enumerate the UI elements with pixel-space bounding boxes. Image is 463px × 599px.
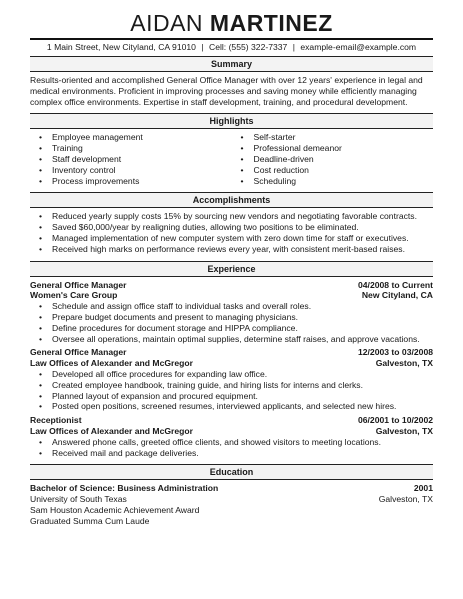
school: University of South Texas	[30, 494, 127, 505]
job-dates: 04/2008 to Current	[358, 279, 433, 290]
education-heading: Education	[30, 464, 433, 480]
job-duty: • Created employee handbook, training guide, and hiring lists for interns and clerks.	[30, 380, 433, 391]
job-company: Women's Care Group	[30, 290, 118, 301]
highlight-item: • Training	[30, 143, 232, 154]
school-location: Galveston, TX	[378, 494, 433, 505]
highlight-item: • Professional demeanor	[232, 143, 434, 154]
highlights-list	[30, 132, 433, 186]
job-duty: • Schedule and assign office staff to individual tasks and overall roles.	[30, 301, 433, 312]
phone: Cell: (555) 322-7337	[208, 42, 288, 52]
highlight-item: • Self-starter	[232, 132, 434, 143]
first-name: AIDAN	[130, 10, 204, 36]
highlights-right-column	[232, 132, 434, 186]
highlight-item: • Deadline-driven	[232, 154, 434, 165]
job-title: Receptionist	[30, 415, 82, 426]
contact-separator: |	[292, 42, 295, 52]
highlight-item: • Cost reduction	[232, 165, 434, 176]
job-location: Galveston, TX	[375, 425, 433, 436]
honor: Graduated Summa Cum Laude	[30, 515, 150, 526]
address: 1 Main Street, New Cityland, CA 91010	[46, 42, 196, 52]
highlight-item: • Inventory control	[30, 165, 232, 176]
job-duty: • Answered phone calls, greeted office clients, and showed visitors to meeting locations.	[30, 437, 433, 448]
job-entry	[30, 415, 433, 458]
accomplishment-item: • Reduced yearly supply costs 15% by sourcing new vendors and negotiating favorable contracts.	[30, 211, 433, 222]
job-duties	[30, 301, 433, 344]
job-title: General Office Manager	[30, 279, 127, 290]
job-company-row	[30, 290, 433, 301]
job-duty: • Prepare budget documents and present to managing physicians.	[30, 312, 433, 323]
highlight-item: • Staff development	[30, 154, 232, 165]
highlight-item: • Scheduling	[232, 176, 434, 187]
last-name: MARTINEZ	[209, 10, 333, 36]
email: example-email@example.com	[300, 42, 417, 52]
accomplishments-heading: Accomplishments	[30, 192, 433, 208]
job-entry	[30, 347, 433, 412]
job-dates: 12/2003 to 03/2008	[357, 347, 433, 358]
summary-heading: Summary	[30, 56, 433, 72]
job-dates: 06/2001 to 10/2002	[357, 415, 433, 426]
job-location: New Cityland, CA	[361, 290, 433, 301]
job-location: Galveston, TX	[375, 358, 433, 369]
contact-line	[30, 40, 433, 55]
highlights-left-column	[30, 132, 232, 186]
experience-heading: Experience	[30, 261, 433, 277]
graduation-year: 2001	[413, 483, 433, 494]
job-company: Law Offices of Alexander and McGregor	[30, 358, 193, 369]
job-title-row	[30, 280, 433, 291]
job-duty: • Planned layout of expansion and procured equipment.	[30, 391, 433, 402]
job-company: Law Offices of Alexander and McGregor	[30, 425, 193, 436]
summary-text: Results-oriented and accomplished General Office Manager with over 12 years' experience in legal and medical environments. Proficient in improving processes and saving money while efficiently managing complex office environments. Expertise in staff development, training, and procedural development.	[30, 75, 423, 107]
job-duties	[30, 369, 433, 412]
award: Sam Houston Academic Achievement Award	[30, 504, 200, 515]
highlight-item: • Process improvements	[30, 176, 232, 187]
job-company-row	[30, 358, 433, 369]
highlights-heading: Highlights	[30, 113, 433, 129]
accomplishments-list	[30, 211, 433, 254]
accomplishment-item: • Saved $60,000/year by realigning duties, allowing two positions to be eliminated.	[30, 222, 433, 233]
degree: Bachelor of Science: Business Administration	[30, 483, 219, 494]
education-school-row	[30, 494, 433, 505]
accomplishment-item: • Received high marks on performance reviews every year, with consistent merit-based raises.	[30, 244, 433, 255]
job-duty: • Posted open positions, screened resumes, interviewed applicants, and selected new hires.	[30, 401, 433, 412]
job-duty: • Define procedures for document storage and HIPPA compliance.	[30, 323, 433, 334]
job-duty: • Received mail and package deliveries.	[30, 448, 433, 459]
highlight-item: • Employee management	[30, 132, 232, 143]
job-title-row	[30, 347, 433, 358]
job-company-row	[30, 426, 433, 437]
education-entry	[30, 483, 433, 526]
job-duty: • Developed all office procedures for expanding law office.	[30, 369, 433, 380]
job-title: General Office Manager	[30, 347, 127, 358]
education-degree-row	[30, 483, 433, 494]
job-entry	[30, 280, 433, 345]
job-title-row	[30, 415, 433, 426]
accomplishment-item: • Managed implementation of new computer system with zero down time for staff or executives.	[30, 233, 433, 244]
contact-separator: |	[201, 42, 204, 52]
candidate-name	[30, 0, 433, 38]
job-duties	[30, 437, 433, 459]
job-duty: • Oversee all operations, maintain optimal supplies, determine staff raises, and approve vacations.	[30, 334, 433, 345]
